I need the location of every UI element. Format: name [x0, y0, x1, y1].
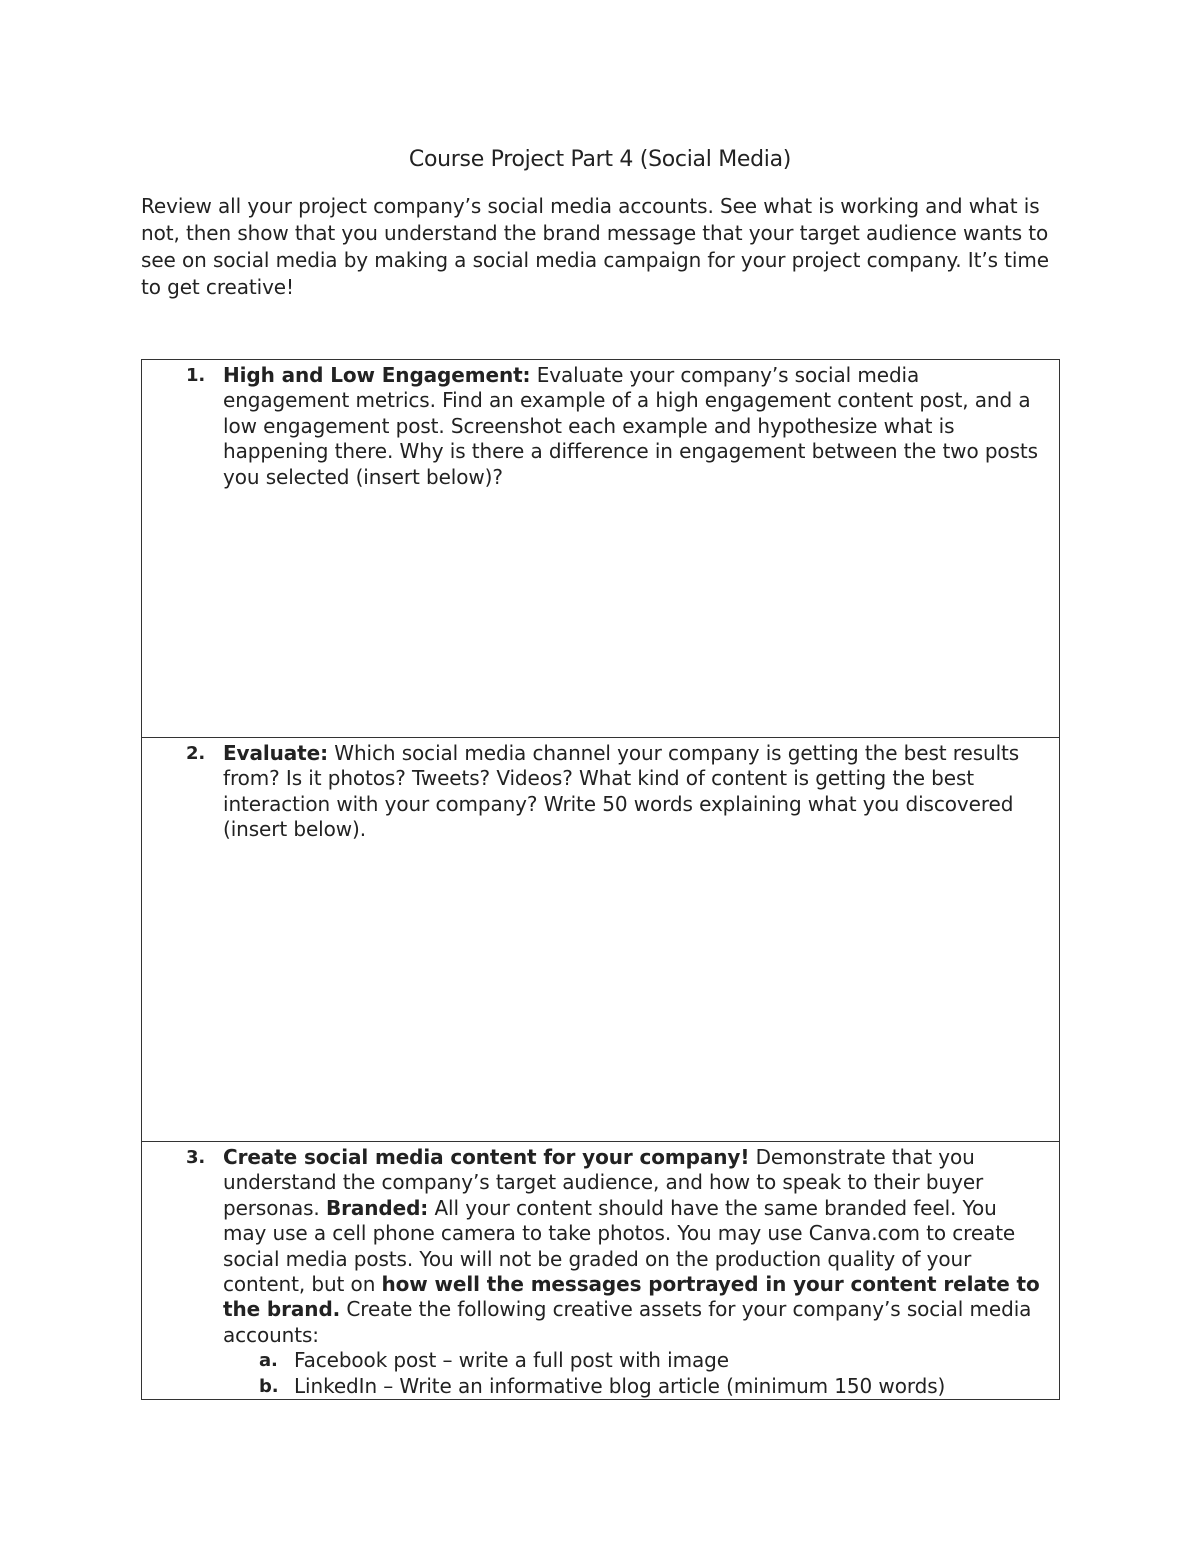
task-cell-1[interactable]: [142, 360, 1060, 738]
branded-label: Branded:: [325, 1195, 429, 1220]
task-row-1: [142, 360, 1060, 738]
list-item: [142, 1374, 1043, 1399]
task-row-2: [142, 738, 1060, 1142]
task-number: 3.: [186, 1147, 206, 1168]
brand-emphasis: how well the messages portrayed in your content relate to the brand.: [223, 1272, 1040, 1322]
task-heading: Evaluate:: [223, 741, 329, 765]
list-letter: b.: [259, 1375, 279, 1397]
list-item-text: LinkedIn – Write an informative blog article (minimum 150 words): [294, 1373, 946, 1398]
asset-list: [223, 1348, 1043, 1399]
task-heading: High and Low Engagement:: [223, 363, 531, 387]
task-text: Which social media channel your company is getting the best results from? Is it photos? Tweets? Videos? What kind of content is getting the best interaction with your company? Write 50 words explaining what you discovered (insert below).: [223, 741, 1020, 842]
task-text: Evaluate your company’s social media engagement metrics. Find an example of a high engagement content post, and a low engagement post. Screenshot each example and hypothesize what is happening there. Why is there a difference in engagement between the two posts you selected (insert below)?: [223, 363, 1038, 489]
list-item: [142, 1348, 1043, 1373]
task-text: All your content should have the same branded feel. You may use a cell phone camera to take photos. You may use Canva.com to create social media posts. You will not be graded on the production quality of your content, but on: [223, 1195, 1016, 1297]
page-title: Course Project Part 4 (Social Media): [408, 147, 792, 172]
task-text: Demonstrate that you understand the company’s target audience, and how to speak to their buyer personas.: [223, 1145, 984, 1220]
task-cell-3[interactable]: [142, 1142, 1060, 1400]
task-number: 1.: [186, 365, 206, 386]
task-table: [141, 359, 1060, 1400]
list-letter: a.: [259, 1350, 278, 1372]
task-number: 2.: [186, 743, 206, 764]
task-heading: Create social media content for your company!: [223, 1145, 750, 1169]
task-cell-2[interactable]: [142, 738, 1060, 1142]
task-row-3: [142, 1142, 1060, 1400]
task-text: Create the following creative assets for your company’s social media accounts:: [223, 1297, 1032, 1347]
list-item-text: Facebook post – write a full post with image: [294, 1348, 729, 1373]
intro-paragraph: Review all your project company’s social media accounts. See what is working and what is not, then show that you understand the brand message that your target audience wants to see on social media by making a social media campaign for your project company. It’s time to get creative!: [141, 194, 1049, 299]
